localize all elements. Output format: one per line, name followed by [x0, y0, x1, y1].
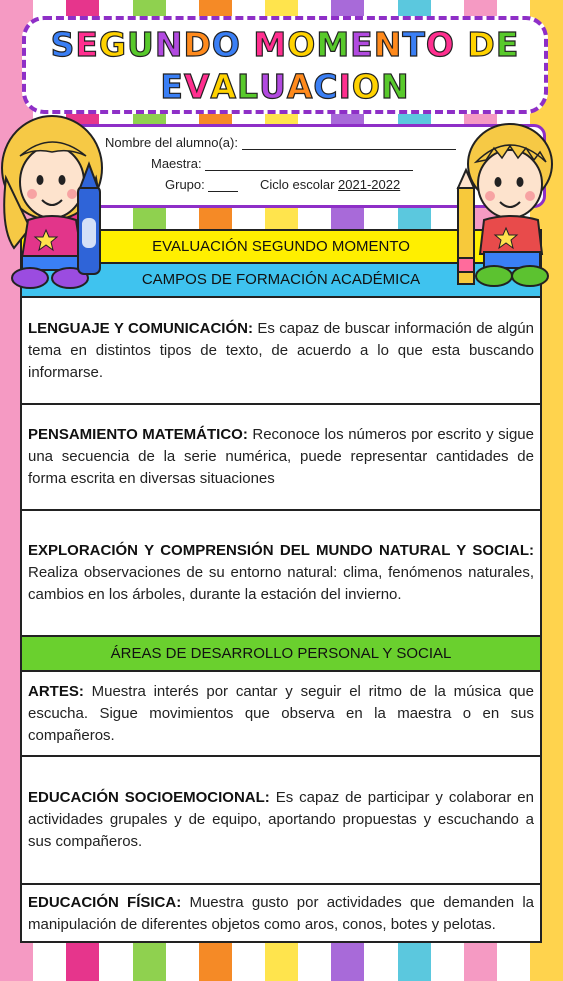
row-educacion-fisica — [22, 885, 540, 943]
row-exploracion — [22, 511, 540, 637]
row-label: EDUCACIÓN FÍSICA: — [28, 894, 182, 911]
teacher-label: Maestra: — [151, 156, 202, 171]
row-text: Reconoce los números por escrito y sigue una secuencia de la serie numérica, puede representar cantidades de forma escrita en diversas situaciones — [28, 426, 534, 487]
header-evaluation: EVALUACIÓN SEGUNDO MOMENTO — [22, 231, 540, 264]
row-text: Muestra gusto por actividades que demanden la manipulación de diferentes objetos como aros, conos, botes y pelotas. — [28, 894, 534, 933]
header-personal-areas: ÁREAS DE DESARROLLO PERSONAL Y SOCIAL — [22, 637, 540, 672]
school-year-value: 2021-2022 — [338, 177, 401, 192]
row-text: Es capaz de participar y colaborar en actividades grupales y de equipo, aportando propuestas y escuchando a sus compañeros. — [28, 789, 534, 850]
row-label: LENGUAJE Y COMUNICACIÓN: — [28, 319, 253, 337]
name-blank[interactable] — [242, 136, 456, 150]
group-blank[interactable] — [208, 178, 238, 192]
name-label: Nombre del alumno(a): — [105, 135, 238, 150]
row-label: ARTES: — [28, 682, 84, 700]
row-label: EDUCACIÓN SOCIOEMOCIONAL: — [28, 789, 270, 806]
evaluation-table — [20, 229, 542, 943]
title-line-2: EVALUACION — [160, 67, 410, 106]
row-artes — [22, 672, 540, 757]
row-socioemocional — [22, 757, 540, 885]
row-text: Realiza observaciones de su entorno natural: clima, fenómenos naturales, cambios en los árboles, durante la estación del invierno. — [28, 564, 534, 603]
school-year-label: Ciclo escolar — [260, 177, 335, 192]
group-label: Grupo: — [165, 177, 205, 192]
teacher-blank[interactable] — [205, 157, 413, 171]
row-text: Muestra interés por cantar y seguir el ritmo de la música que escucha. Sigue movimientos que observa en la maestra o en sus compañeros. — [28, 682, 534, 744]
row-text: Es capaz de buscar información de algún tema en distintos tipos de texto, de acuerdo a lo que esta buscando informarse. — [28, 319, 534, 381]
row-pensamiento — [22, 405, 540, 511]
row-label: EXPLORACIÓN Y COMPRENSIÓN DEL MUNDO NATURAL Y SOCIAL: — [28, 542, 534, 559]
girl-with-crayon-illustration — [0, 108, 112, 290]
boy-with-pencil-illustration — [454, 118, 560, 290]
title-banner — [22, 16, 548, 114]
row-lenguaje — [22, 298, 540, 405]
title-line-1: SEGUNDO MOMENTO DE — [50, 25, 520, 64]
row-label: PENSAMIENTO MATEMÁTICO: — [28, 426, 248, 443]
header-academic-fields: CAMPOS DE FORMACIÓN ACADÉMICA — [22, 264, 540, 298]
